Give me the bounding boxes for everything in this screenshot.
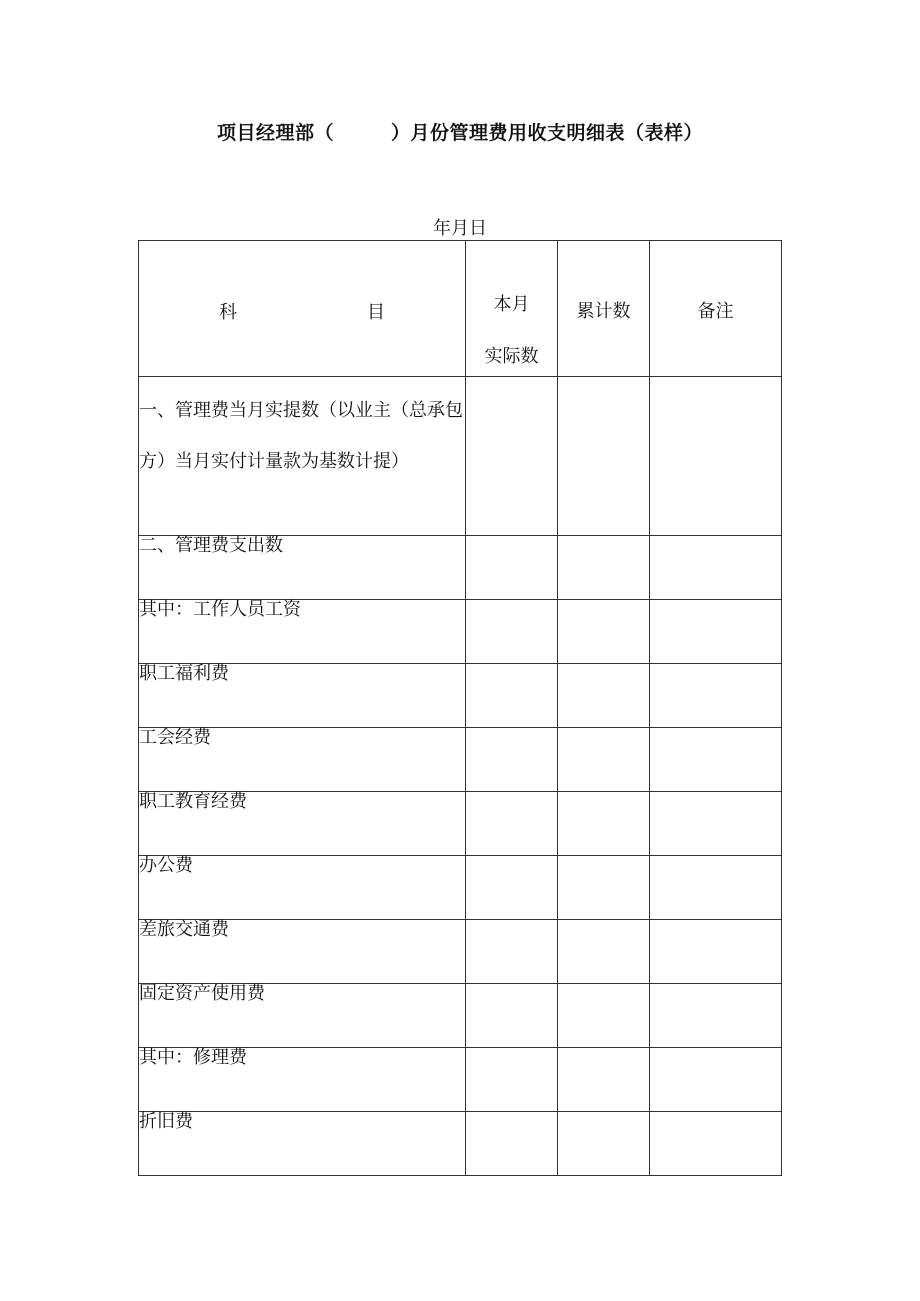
- monthly-actual-cell[interactable]: [466, 792, 558, 856]
- row-label: 职工教育经费: [139, 792, 466, 856]
- monthly-actual-cell[interactable]: [466, 664, 558, 728]
- monthly-actual-cell[interactable]: [466, 856, 558, 920]
- row-label: 其中：工作人员工资: [139, 600, 466, 664]
- table-row: [139, 664, 782, 728]
- table-row: [139, 792, 782, 856]
- remarks-cell[interactable]: [650, 792, 782, 856]
- table-row: [139, 377, 782, 536]
- row-label: 差旅交通费: [139, 920, 466, 984]
- header-monthly-line1: 本月: [493, 294, 530, 315]
- cumulative-cell[interactable]: [558, 600, 650, 664]
- cumulative-cell[interactable]: [558, 536, 650, 600]
- monthly-actual-cell[interactable]: [466, 728, 558, 792]
- table-row: [139, 984, 782, 1048]
- table-row: [139, 1112, 782, 1176]
- monthly-actual-cell[interactable]: [466, 600, 558, 664]
- remarks-cell[interactable]: [650, 984, 782, 1048]
- table-row: [139, 600, 782, 664]
- remarks-cell[interactable]: [650, 856, 782, 920]
- table-row: [139, 920, 782, 984]
- remarks-cell[interactable]: [650, 1048, 782, 1112]
- date-line: 年月日: [433, 218, 487, 239]
- header-subject-left: 科: [219, 302, 237, 323]
- row-label: 其中：修理费: [139, 1048, 466, 1112]
- header-monthly-line2: 实际数: [484, 346, 539, 367]
- remarks-cell[interactable]: [650, 600, 782, 664]
- row-label: 工会经费: [139, 728, 466, 792]
- header-subject-right: 目: [367, 302, 385, 323]
- table-row: [139, 1048, 782, 1112]
- cumulative-cell[interactable]: [558, 1048, 650, 1112]
- remarks-cell[interactable]: [650, 536, 782, 600]
- cumulative-cell[interactable]: [558, 792, 650, 856]
- row-label: 职工福利费: [139, 664, 466, 728]
- remarks-cell[interactable]: [650, 1112, 782, 1176]
- row-label: 固定资产使用费: [139, 984, 466, 1048]
- row-label: 折旧费: [139, 1112, 466, 1176]
- remarks-cell[interactable]: [650, 664, 782, 728]
- header-subject: [139, 241, 466, 377]
- cumulative-cell[interactable]: [558, 664, 650, 728]
- row-label: 办公费: [139, 856, 466, 920]
- monthly-actual-cell[interactable]: [466, 1048, 558, 1112]
- header-monthly-actual: [466, 241, 558, 377]
- remarks-cell[interactable]: [650, 920, 782, 984]
- cumulative-cell[interactable]: [558, 377, 650, 536]
- monthly-actual-cell[interactable]: [466, 984, 558, 1048]
- cumulative-cell[interactable]: [558, 856, 650, 920]
- row-label: 二、管理费支出数: [139, 536, 466, 600]
- document-title: 项目经理部（ ）月份管理费用收支明细表（表样）: [217, 122, 703, 144]
- table-row: [139, 856, 782, 920]
- monthly-actual-cell[interactable]: [466, 536, 558, 600]
- remarks-cell[interactable]: [650, 377, 782, 536]
- cumulative-cell[interactable]: [558, 920, 650, 984]
- table-header-row: [139, 241, 782, 377]
- expense-detail-table: [138, 240, 782, 1176]
- header-remarks: 备注: [650, 241, 782, 377]
- monthly-actual-cell[interactable]: [466, 920, 558, 984]
- cumulative-cell[interactable]: [558, 1112, 650, 1176]
- header-cumulative: 累计数: [558, 241, 650, 377]
- cumulative-cell[interactable]: [558, 984, 650, 1048]
- row-label: 一、管理费当月实提数（以业主（总承包方）当月实付计量款为基数计提）: [139, 377, 466, 536]
- table-row: [139, 536, 782, 600]
- cumulative-cell[interactable]: [558, 728, 650, 792]
- monthly-actual-cell[interactable]: [466, 377, 558, 536]
- monthly-actual-cell[interactable]: [466, 1112, 558, 1176]
- remarks-cell[interactable]: [650, 728, 782, 792]
- table-row: [139, 728, 782, 792]
